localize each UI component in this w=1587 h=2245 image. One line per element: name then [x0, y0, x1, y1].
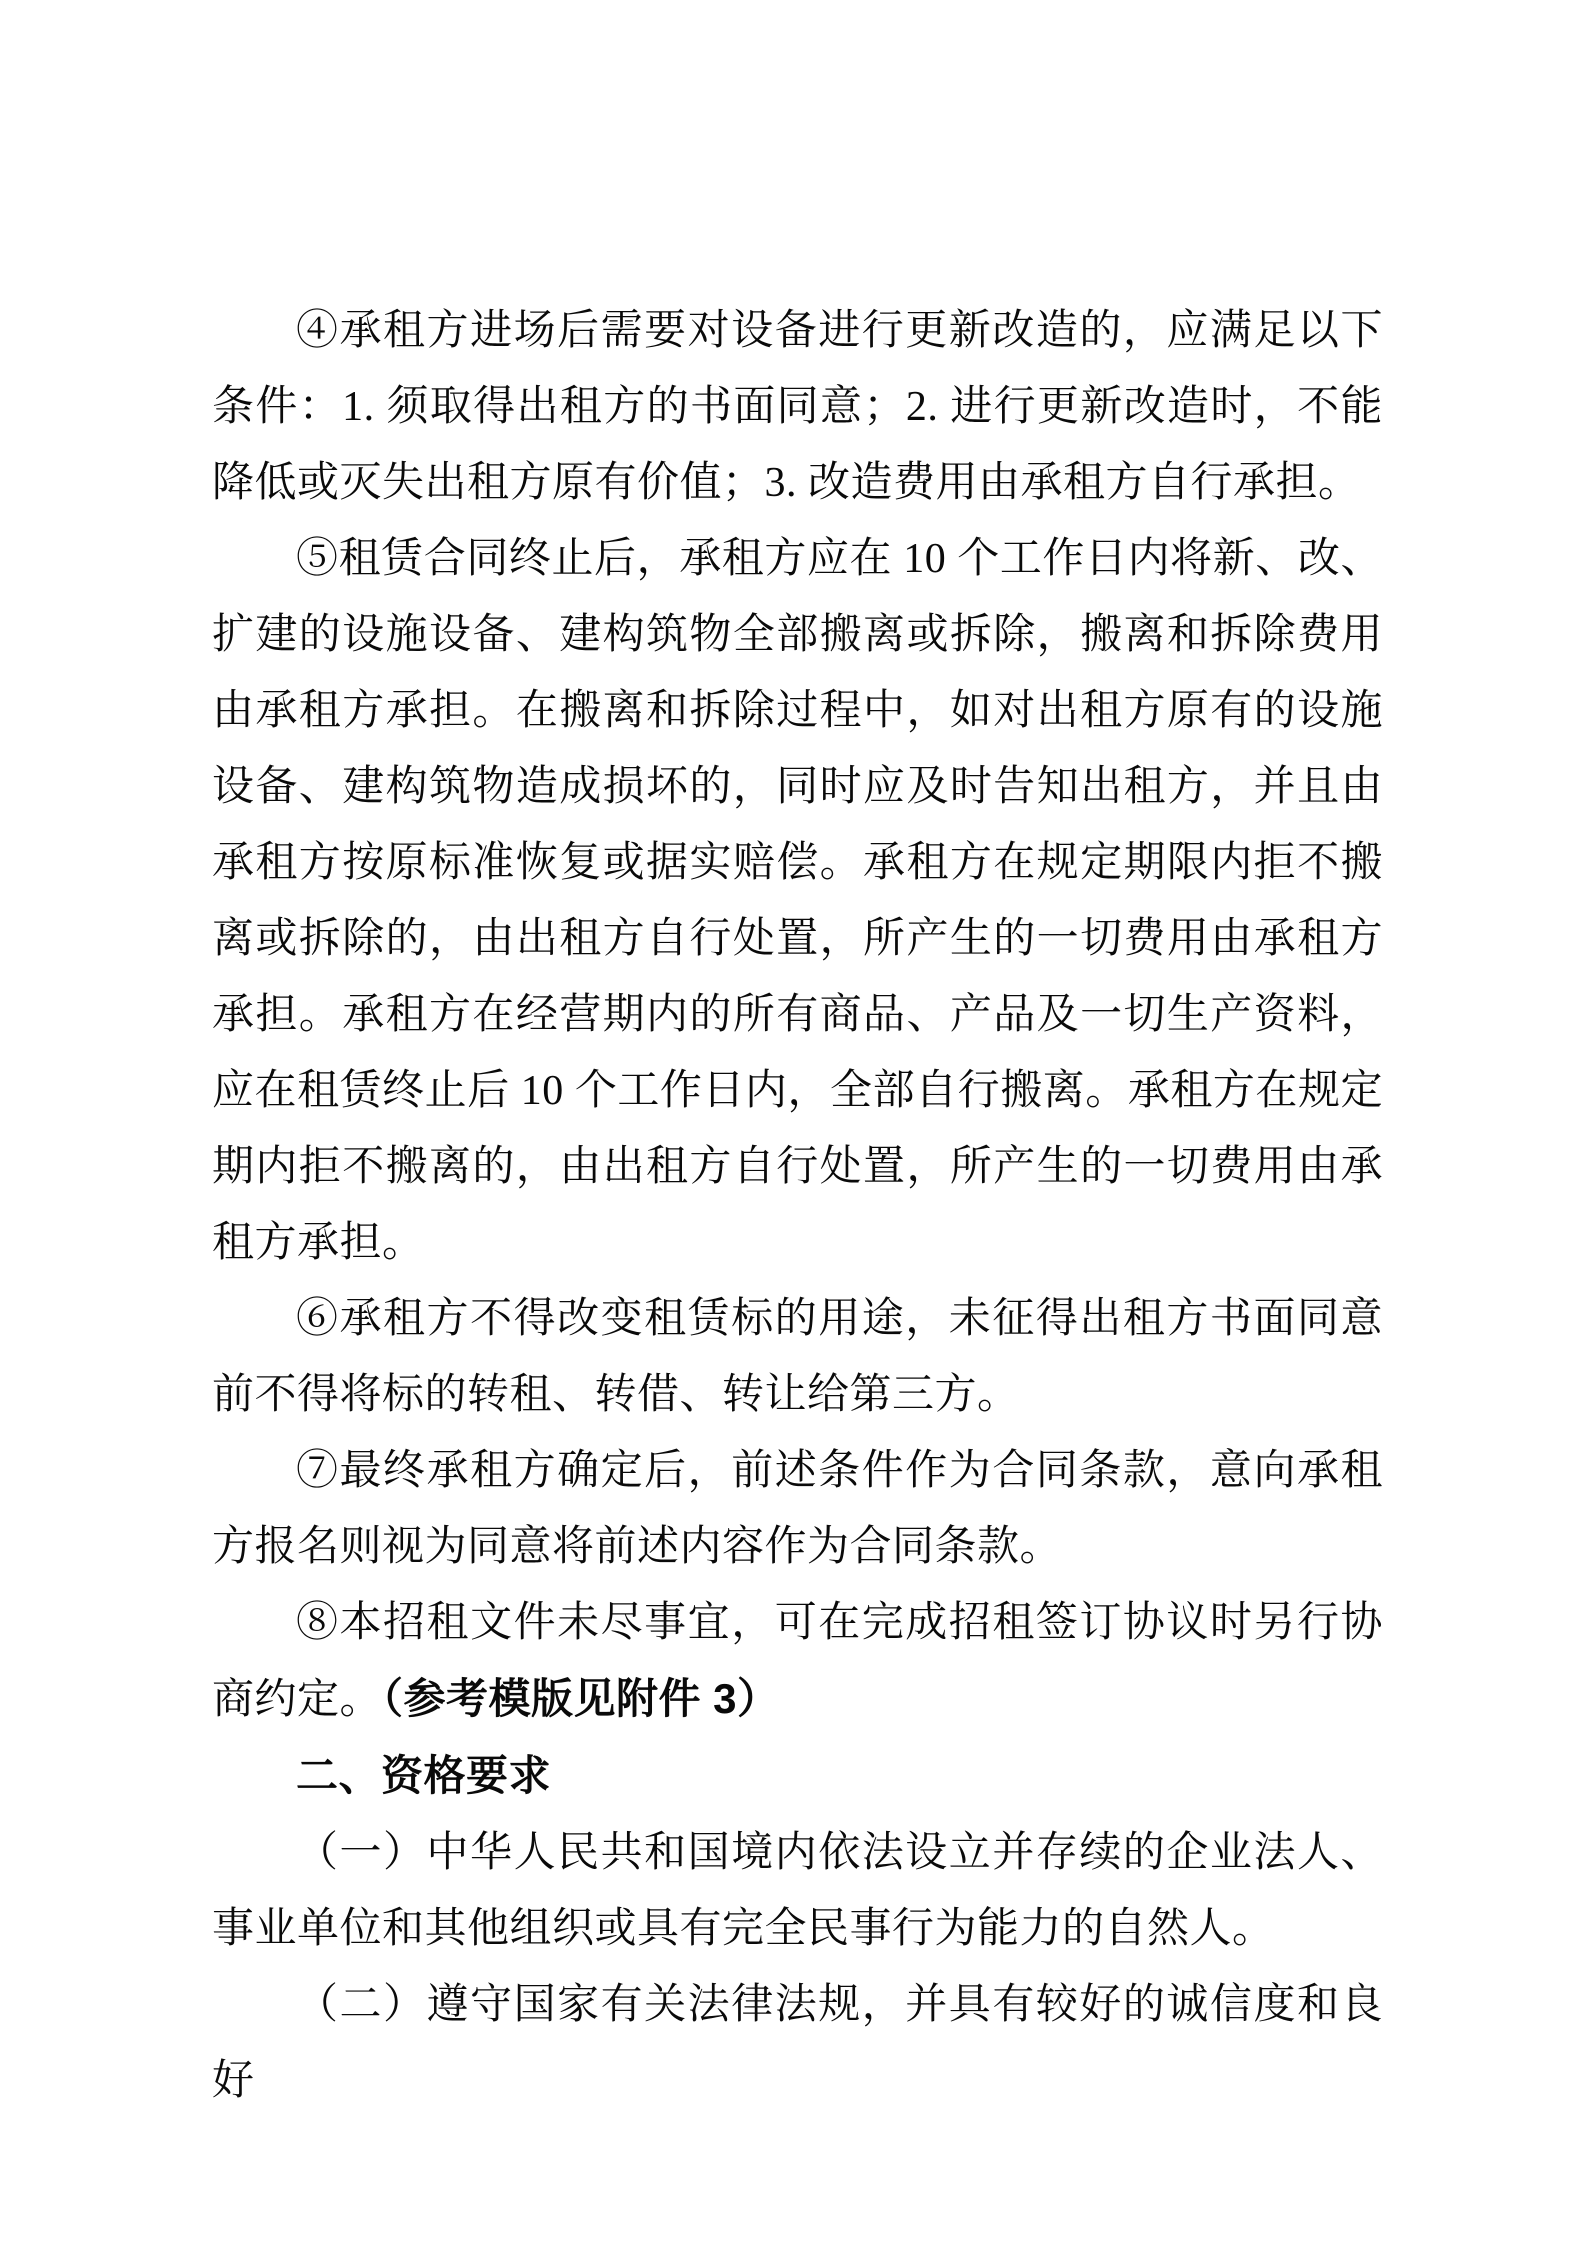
- text-run: （二）遵守国家有关法律法规，并具有较好的诚信度和良好: [212, 1982, 1383, 2104]
- qualification-item-2: [212, 1967, 1383, 2119]
- clause-8-unsettled-matters: [212, 1585, 1383, 1738]
- clause-7-contract-terms: [212, 1433, 1383, 1585]
- clause-6-no-sublease: [212, 1281, 1383, 1433]
- text-run: ⑧本招租文件未尽事宜，可在完成招租签订协议时另行协商约定。: [212, 1600, 1383, 1723]
- clause-4-equipment-renovation: [212, 293, 1383, 521]
- document-body: [212, 293, 1383, 2119]
- bold-text-run: （参考模版见附件 3）: [382, 1675, 780, 1722]
- qualification-item-1: [212, 1815, 1383, 1967]
- text-run: （一）中华人民共和国境内依法设立并存续的企业法人、事业单位和其他组织或具有完全民事行为能力的自然人。: [212, 1830, 1383, 1952]
- text-run: ⑥承租方不得改变租赁标的用途，未征得出租方书面同意前不得将标的转租、转借、转让给第三方。: [212, 1296, 1383, 1418]
- bold-text-run: 二、资格要求: [296, 1752, 552, 1799]
- text-run: ④承租方进场后需要对设备进行更新改造的，应满足以下条件：1. 须取得出租方的书面同意；2. 进行更新改造时，不能降低或灭失出租方原有价值；3. 改造费用由承租方自行承担。: [212, 308, 1383, 506]
- text-run: ⑦最终承租方确定后，前述条件作为合同条款，意向承租方报名则视为同意将前述内容作为合同条款。: [212, 1448, 1383, 1570]
- section-heading-qualification-requirements: [212, 1738, 1383, 1815]
- text-run: ⑤租赁合同终止后，承租方应在 10 个工作日内将新、改、扩建的设施设备、建构筑物全部搬离或拆除，搬离和拆除费用由承租方承担。在搬离和拆除过程中，如对出租方原有的设施设备、建构筑物造成损坏的，同时应及时告知出租方，并且由承租方按原标准恢复或据实赔偿。承租方在规定期限内拒不搬离或拆除的，由出租方自行处置，所产生的一切费用由承租方承担。承租方在经营期内的所有商品、产品及一切生产资料，应在租赁终止后 10 个工作日内，全部自行搬离。承租方在规定期内拒不搬离的，由出租方自行处置，所产生的一切费用由承租方承担。: [212, 536, 1383, 1266]
- clause-5-lease-termination: [212, 521, 1383, 1281]
